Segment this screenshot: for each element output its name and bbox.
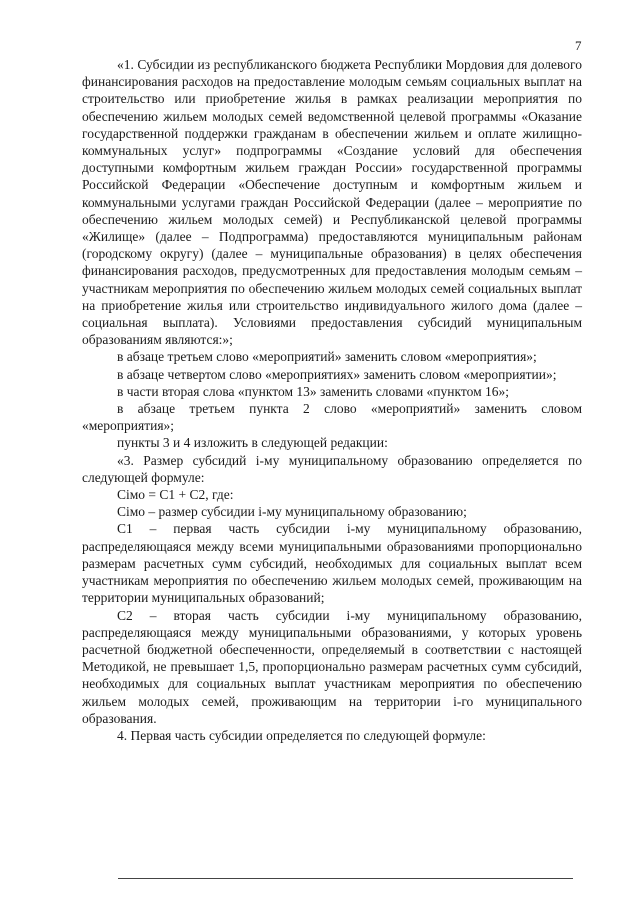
document-body	[82, 56, 582, 744]
paragraph-new-wording: пункты 3 и 4 изложить в следующей редакции:	[117, 435, 388, 451]
paragraph-amendment-abzats-3: в абзаце третьем слово «мероприятий» заменить словом «мероприятия»;	[117, 349, 537, 365]
definition-simo: Сімо – размер субсидии i-му муниципальному образованию;	[117, 504, 467, 520]
paragraph-punkt-3: «3. Размер субсидий i-му муниципальному образованию определяется по следующей формуле:	[82, 452, 582, 485]
page-number: 7	[575, 38, 582, 53]
paragraph-subsidies-intro: «1. Субсидии из республиканского бюджета Республики Мордовия для долевого финансирования расходов на предоставление молодым семьям социальных выплат на строительство или приобретение жилья в рамках реализации мероприятия по обеспечению жильем молодых семей ведомственной целевой программы «Оказание государственной поддержки гражданам в обеспечении жильем и оплате жилищно-коммунальных услуг» подпрограммы «Создание условий для обеспечения доступными комфортным жильем граждан России» государственной программы Российской Федерации «Обеспечение доступным и комфортным жильем и коммунальными услугами граждан Российской Федерации (далее – мероприятие по обеспечению жильем молодых семей) и Республиканской целевой программы «Жилище» (далее – Подпрограмма) предоставляются муниципальным районам (городскому округу) (далее – муниципальные образования) в целях обеспечения финансирования расходов, предусмотренных для предоставления молодым семьям – участникам мероприятия по обеспечению жильем молодых семей социальных выплат на приобретение жилья или строительство индивидуального жилого дома (далее – социальная выплата). Условиями предоставления субсидий муниципальным образованиям являются:»;	[82, 57, 582, 348]
definition-c2: С2 – вторая часть субсидии i-му муниципальному образованию, распределяющаяся между муниципальными образованиями, у которых уровень расчетной бюджетной обеспеченности, определяемый в соответствии с настоящей Методикой, не превышает 1,5, пропорционально размерам расчетных сумм субсидий, необходимых для социальных выплат участникам мероприятия по обеспечению жильем молодых семей, проживающим на территории i-го муниципального образования.	[82, 607, 582, 726]
paragraph-amendment-part-2: в части вторая слова «пунктом 13» заменить словами «пунктом 16»;	[117, 383, 510, 399]
paragraph-amendment-abzats-4: в абзаце четвертом слово «мероприятиях» заменить словом «мероприятии»;	[117, 366, 557, 382]
paragraph-amendment-punkt-2: в абзаце третьем пункта 2 слово «мероприятий» заменить словом «мероприятия»;	[82, 401, 582, 434]
footer-divider	[118, 878, 573, 879]
paragraph-punkt-4: 4. Первая часть субсидии определяется по следующей формуле:	[117, 727, 486, 743]
formula-line: Сімо = С1 + С2, где:	[117, 487, 234, 503]
definition-c1: С1 – первая часть субсидии i-му муниципальному образованию, распределяющаяся между всеми муниципальными образованиями пропорционально размерам расчетных сумм субсидий, необходимых для социальных выплат всем участникам мероприятия по обеспечению жильем молодых семей, проживающим на территории муниципальных образований;	[82, 521, 582, 606]
